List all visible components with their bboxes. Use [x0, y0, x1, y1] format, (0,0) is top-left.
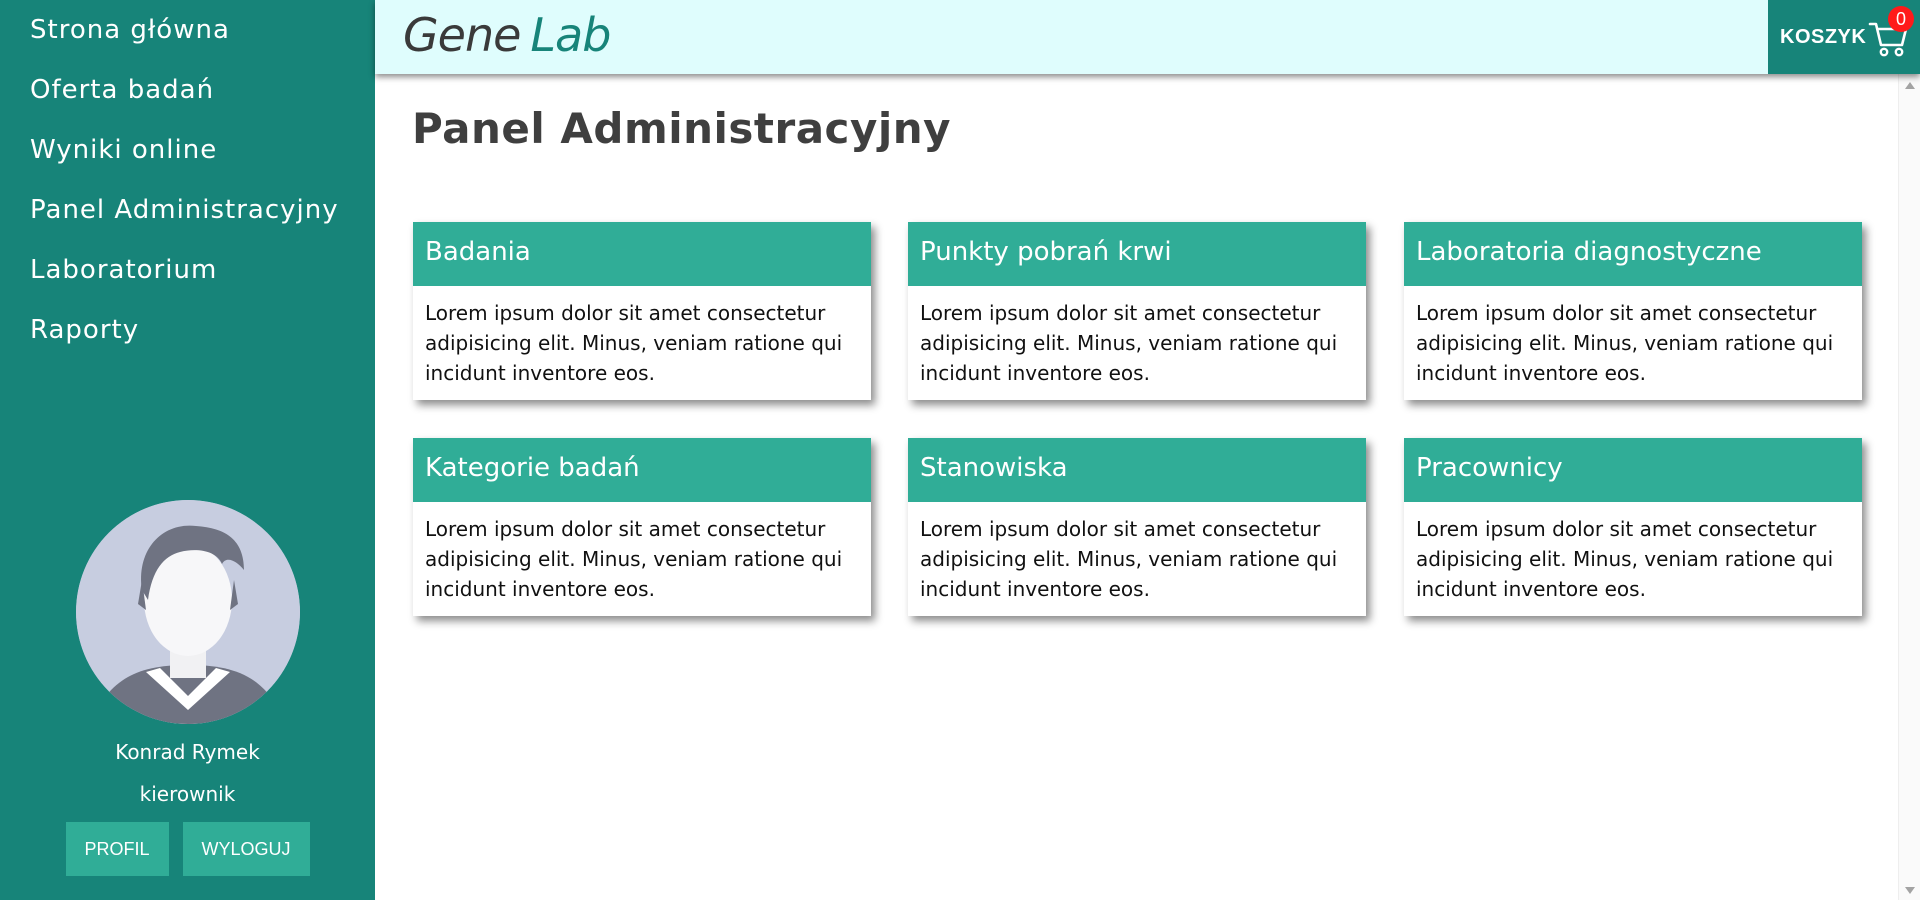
sidebar-item-results[interactable]: Wyniki online	[30, 135, 218, 165]
card-kategorie[interactable]	[413, 438, 871, 616]
user-box	[0, 500, 375, 876]
user-name: Konrad Rymek	[115, 740, 260, 764]
card-stanowiska[interactable]	[908, 438, 1366, 616]
sidebar-item-admin-panel[interactable]: Panel Administracyjny	[30, 195, 339, 225]
cart-button[interactable]	[1768, 0, 1920, 74]
page-title: Panel Administracyjny	[412, 104, 952, 153]
sidebar	[0, 0, 375, 900]
card-text: Lorem ipsum dolor sit amet consectetur adipisicing elit. Minus, veniam ratione qui incidunt inventore eos.	[920, 301, 1338, 385]
sidebar-nav	[0, 0, 375, 370]
card-title[interactable]: Laboratoria diagnostyczne	[1404, 222, 1862, 286]
sidebar-item-laboratory[interactable]: Laboratorium	[30, 255, 218, 285]
sidebar-item-reports[interactable]: Raporty	[30, 315, 140, 345]
card-punkty-pobran[interactable]	[908, 222, 1366, 400]
card-title[interactable]: Badania	[413, 222, 871, 286]
logo-gene-text: Gene	[403, 8, 521, 62]
main-content	[375, 74, 1898, 900]
card-text: Lorem ipsum dolor sit amet consectetur adipisicing elit. Minus, veniam ratione qui incidunt inventore eos.	[1416, 301, 1834, 385]
cart-count-badge: 0	[1888, 6, 1914, 32]
card-text: Lorem ipsum dolor sit amet consectetur adipisicing elit. Minus, veniam ratione qui incidunt inventore eos.	[425, 517, 843, 601]
card-pracownicy[interactable]	[1404, 438, 1862, 616]
sidebar-item-offer[interactable]: Oferta badań	[30, 75, 215, 105]
user-role: kierownik	[139, 782, 236, 806]
card-laboratoria[interactable]	[1404, 222, 1862, 400]
logo-lab-text: Lab	[530, 8, 611, 62]
sidebar-item-home[interactable]: Strona główna	[30, 15, 230, 45]
logout-button[interactable]: WYLOGUJ	[183, 822, 310, 876]
card-title[interactable]: Kategorie badań	[413, 438, 871, 502]
scroll-up-arrow-icon[interactable]	[1905, 82, 1915, 89]
card-title[interactable]: Stanowiska	[908, 438, 1366, 502]
scroll-down-arrow-icon[interactable]	[1905, 887, 1915, 894]
card-text: Lorem ipsum dolor sit amet consectetur adipisicing elit. Minus, veniam ratione qui incidunt inventore eos.	[920, 517, 1338, 601]
vertical-scrollbar[interactable]	[1898, 74, 1920, 900]
card-badania[interactable]	[413, 222, 871, 400]
profile-button[interactable]: PROFIL	[66, 822, 169, 876]
cart-label: KOSZYK	[1780, 25, 1867, 48]
header	[375, 0, 1920, 74]
user-actions	[0, 822, 375, 876]
card-text: Lorem ipsum dolor sit amet consectetur adipisicing elit. Minus, veniam ratione qui incidunt inventore eos.	[1416, 517, 1834, 601]
user-avatar-icon	[76, 500, 300, 724]
card-title[interactable]: Pracownicy	[1404, 438, 1862, 502]
card-title[interactable]: Punkty pobrań krwi	[908, 222, 1366, 286]
card-text: Lorem ipsum dolor sit amet consectetur adipisicing elit. Minus, veniam ratione qui incidunt inventore eos.	[425, 301, 843, 385]
logo[interactable]	[403, 8, 610, 62]
